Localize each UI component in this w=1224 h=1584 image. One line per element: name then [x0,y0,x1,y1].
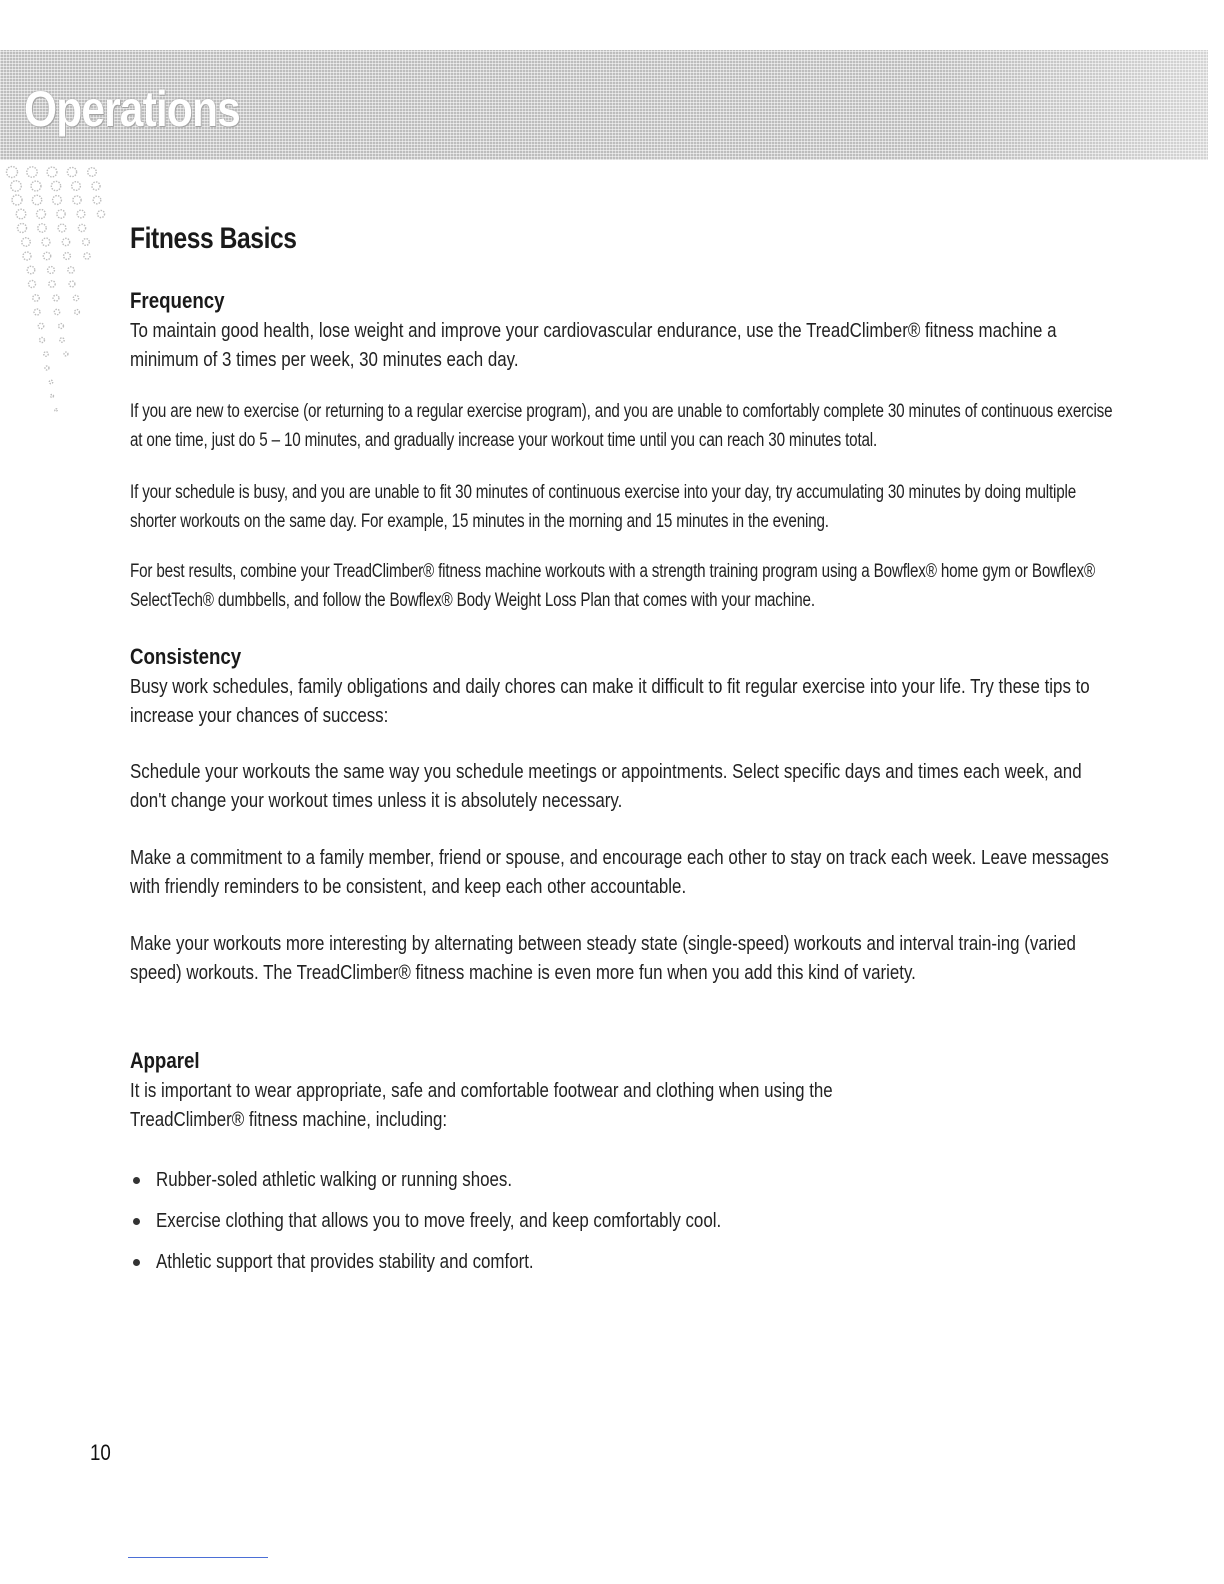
decorative-dot [51,395,54,398]
decorative-dot [7,167,18,178]
decorative-dot [44,352,49,357]
decorative-dot [49,380,53,384]
page-number: 10 [90,1440,111,1465]
decorative-dot [97,210,104,217]
frequency-heading: Frequency [130,288,225,313]
decorative-dot [38,224,46,232]
page-title: Fitness Basics [130,222,297,255]
decorative-dot [16,209,26,219]
decorative-dot [11,181,22,192]
decorative-dot [92,182,100,190]
decorative-dot [42,238,50,246]
decorative-dot [38,323,44,329]
decorative-dot [67,167,76,176]
decorative-dot [68,267,74,273]
decorative-dot [60,338,64,342]
section-title: Operations [24,81,240,137]
consistency-heading: Consistency [130,644,242,669]
decorative-dot [83,239,90,246]
decorative-dot [73,196,81,204]
decorative-dot [47,167,57,177]
apparel-paragraph-1: It is important to wear appropriate, safe and comfortable footwear and clothing when using the TreadClimber® fitness machine, including: [130,1080,833,1131]
consistency-paragraph-1: Busy work schedules, family obligations and daily chores can make it difficult to fit regular exercise into your life. Try these tips to increase your chances of success: [130,676,1090,727]
footer-rule [128,1557,268,1558]
decorative-dot [64,253,71,260]
decorative-dot [29,281,36,288]
decorative-dot [77,210,85,218]
decorative-dot [53,295,59,301]
decorative-dot [49,281,55,287]
decorative-dot [84,253,90,259]
list-item: Exercise clothing that allows you to move freely, and keep comfortably cool. [130,1207,825,1248]
decorative-dot-pattern [0,164,130,424]
decorative-dot [57,210,65,218]
banner-gradient [928,50,1208,160]
decorative-dot [43,252,50,259]
decorative-dot [54,309,59,314]
bullet-icon [133,1259,140,1266]
frequency-paragraph-2: If you are new to exercise (or returning to a regular exercise program), and you are unable to comfortably complete 30 minutes of continuous exercise at one time, just do 5 – 10 minutes, and gradually increase your workout time until you can reach 30 minutes total. [130,401,1113,451]
consistency-paragraph-4: Make your workouts more interesting by alternating between steady state (single-speed) workouts and interval train-ing (varied speed) workouts. The TreadClimber® fitness machine is even more fun when you add this kind of variety. [130,933,1076,984]
bullet-icon [133,1218,140,1225]
decorative-dot [51,181,60,190]
decorative-dot [40,338,45,343]
decorative-dot [59,324,64,329]
decorative-dot [18,224,27,233]
decorative-dot [27,266,35,274]
decorative-dot [34,309,40,315]
decorative-dot [78,224,85,231]
consistency-paragraph-2: Schedule your workouts the same way you schedule meetings or appointments. Select specific days and times each week, and don't change your workout times unless it is absolutely necessary. [130,761,1082,812]
list-item: Rubber-soled athletic walking or running shoes. [130,1166,825,1207]
decorative-dot [53,196,62,205]
decorative-dot [58,224,66,232]
decorative-dot [93,196,101,204]
apparel-heading: Apparel [130,1048,200,1073]
decorative-dot [62,238,69,245]
decorative-dot [45,366,49,370]
decorative-dot [23,252,31,260]
section-banner [0,50,1208,160]
frequency-paragraph-4: For best results, combine your TreadClimber® fitness machine workouts with a strength training program using a Bowflex® home gym or Bowflex® SelectTech® dumbbells, and follow the Bowflex® Body Weight Loss Plan that comes with your machine. [130,561,1095,611]
decorative-dot [55,409,58,412]
list-item: Athletic support that provides stability and comfort. [130,1248,825,1289]
bullet-icon [133,1177,140,1184]
decorative-dot [37,210,46,219]
decorative-dot [73,295,78,300]
decorative-dot [88,168,97,177]
decorative-dot [12,195,22,205]
frequency-paragraph-1: To maintain good health, lose weight and improve your cardiovascular endurance, use the TreadClimber® fitness machine a minimum of 3 times per week, 30 minutes each day. [130,320,1057,371]
frequency-paragraph-3: If your schedule is busy, and you are unable to fit 30 minutes of continuous exercise into your day, try accumulating 30 minutes by doing multiple shorter workouts on the same day. For example, 15 minutes in the morning and 15 minutes in the evening. [130,482,1077,532]
apparel-bullet-list [130,1166,825,1289]
decorative-dot [75,310,80,315]
decorative-dot [22,238,31,247]
decorative-dot [72,182,81,191]
decorative-dot [64,352,68,356]
decorative-dot [32,195,41,204]
decorative-dot [33,295,40,302]
consistency-paragraph-3: Make a commitment to a family member, friend or spouse, and encourage each other to stay on track each week. Leave messages with friendly reminders to be consistent, and keep each other accountable. [130,847,1109,898]
decorative-dot [27,167,37,177]
decorative-dot [48,267,55,274]
decorative-dot [69,281,75,287]
decorative-dot [31,181,41,191]
